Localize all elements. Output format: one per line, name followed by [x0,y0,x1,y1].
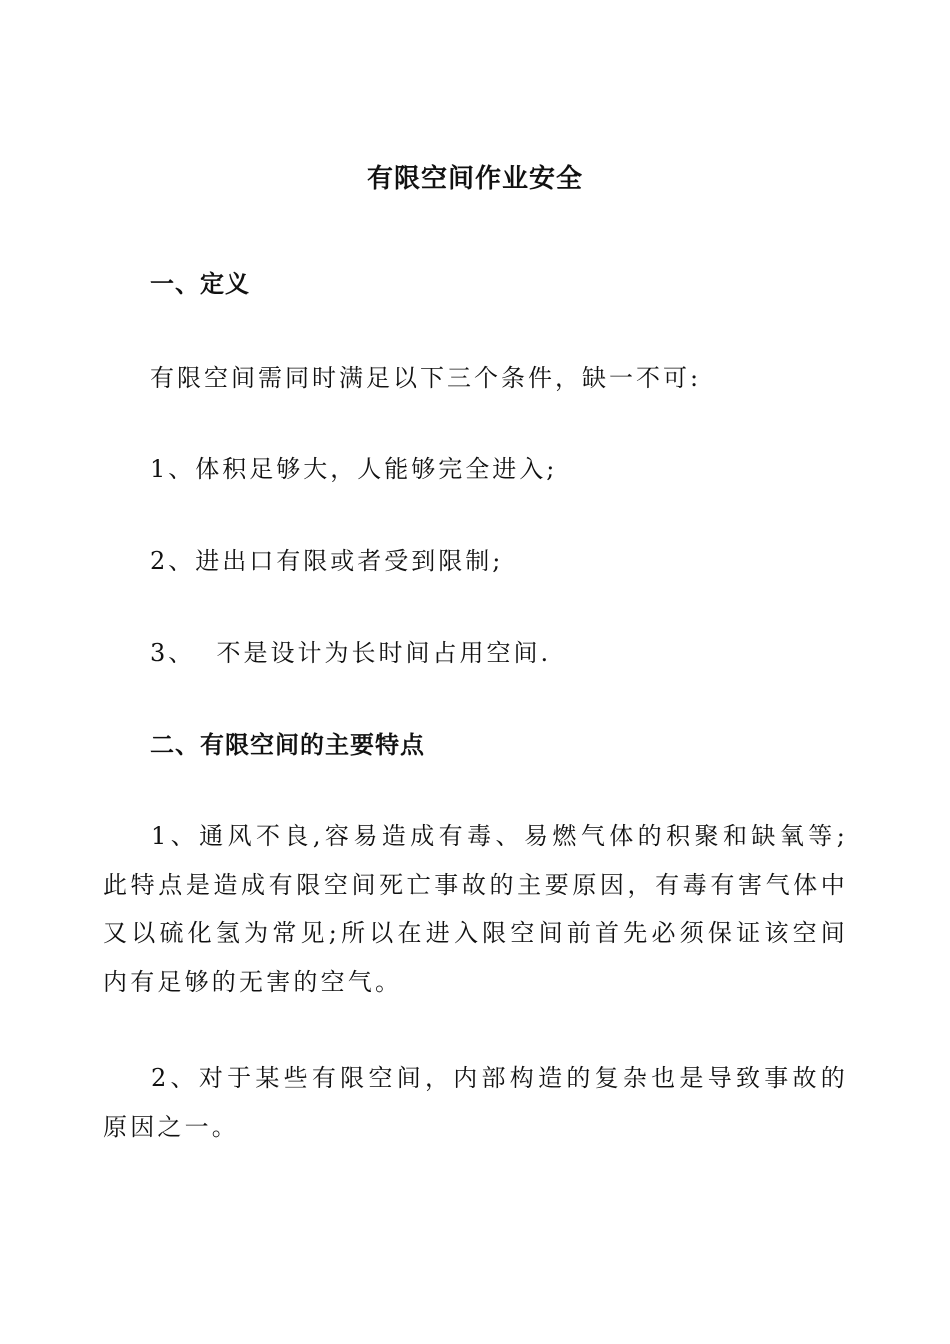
section-2-paragraph-1: 1、通风不良,容易造成有毒、易燃气体的积聚和缺氧等; 此特点是造成有限空间死亡事故的主要原因，有毒有害气体中又以硫化氢为常见;所以在进入限空间前首先必须保证该空间内有足够的无害的空气。 [103,822,848,996]
section-2-heading: 二、有限空间的主要特点 [150,731,425,759]
section-1-item-1: 1、体积足够大，人能够完全进入; [150,455,558,483]
section-1-intro: 有限空间需同时满足以下三个条件，缺一不可: [150,364,702,392]
section-1-heading: 一、定义 [150,270,250,298]
document-title: 有限空间作业安全 [366,164,583,194]
section-2-paragraph-2: 2、对于某些有限空间，内部构造的复杂也是导致事故的原因之一。 [103,1064,848,1141]
section-1-item-2: 2、进出口有限或者受到限制; [150,547,504,575]
section-1-item-3: 3、 不是设计为长时间占用空间. [150,639,552,667]
